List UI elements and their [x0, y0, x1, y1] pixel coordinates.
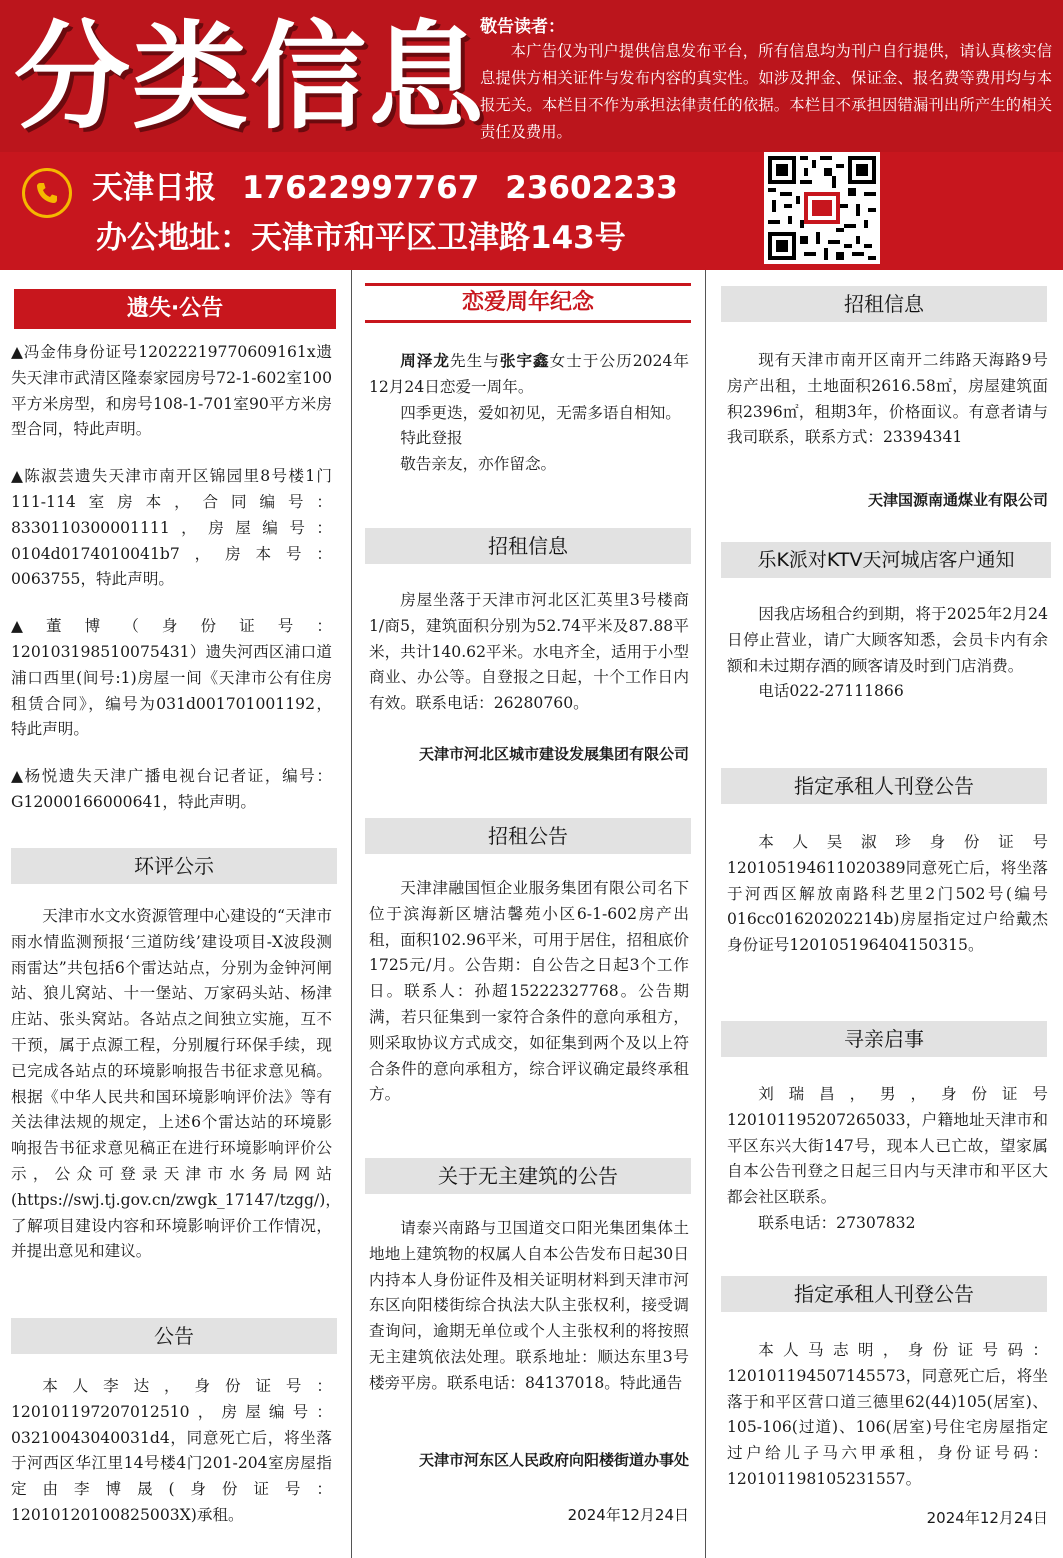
page-title: 分类信息 — [14, 10, 486, 145]
heading-notice: 公告 — [11, 1318, 337, 1354]
anniversary-line-1: 女士于公历2024年12月24日恋爱一周年。 — [369, 352, 689, 396]
heading-env-notice: 环评公示 — [11, 848, 337, 884]
publisher-name: 天津日报 — [92, 170, 216, 206]
heading-rent-notice: 招租公告 — [365, 818, 691, 854]
phone-number-1[interactable]: 17622997767 — [242, 170, 480, 206]
anniversary-line-3: 特此登报 — [400, 429, 463, 448]
heading-relatives-notice: 寻亲启事 — [721, 1021, 1047, 1057]
anniversary-line-4: 敬告亲友，亦作留念。 — [400, 455, 557, 474]
ownerless-building-paragraph: 请泰兴南路与卫国道交口阳光集团集体土地地上建筑物的权属人自本公告发布日起30日内持本人身份证件及相关证明材料到天津市河东区向阳楼街综合执法大队主张权利，接受调查询问，逾期无单位或个人主张权利的将按照无主建筑依法处理。联系地址：顺达东里3号楼旁平房。联系电话：84137018。特此通告 — [369, 1219, 689, 1392]
lost-item: ▲杨悦遗失天津广播电视台记者证，编号：G12000166000641，特此声明。 — [11, 767, 332, 811]
heading-lost-notice: 遗失·公告 — [14, 289, 336, 329]
notice-text — [11, 1374, 332, 1529]
rent-notice-paragraph: 天津津融国恒企业服务集团有限公司名下位于滨海新区塘沽馨苑小区6-1-602房产出租，面积102.96平米，可用于居住，招租底价1725元/月。公告期：自公告之日起3个工作日。联系人：孙超15222327768。公告期满，若只征集到一家符合条件的意向承租方，则采取协议方式成交，如征集到两个及以上符合条件的意向承租方，综合评议确定最终承租方。 — [369, 879, 689, 1104]
rent-info-right-paragraph: 现有天津市南开区南开二纬路天海路9号房产出租，土地面积2616.58㎡，房屋建筑面积2396㎡，租期3年，价格面议。有意者请与我司联系，联系方式：23394341 — [727, 351, 1048, 447]
office-address: 办公地址：天津市和平区卫津路143号 — [96, 220, 626, 256]
phone-icon — [22, 168, 72, 218]
ownerless-building-text — [369, 1216, 689, 1397]
woman-name: 张宇鑫 — [499, 351, 550, 370]
notice-title: 敬告读者： — [480, 17, 565, 37]
column-middle — [352, 270, 704, 1558]
ktv-notice-text — [727, 602, 1048, 705]
anniversary-connector: 先生与 — [450, 352, 500, 370]
ownerless-building-date: 2024年12月24日 — [567, 1506, 689, 1524]
notice-paragraph: 本人李达，身份证号：120101197207012510，房屋编号：03210043040031d4，同意死亡后，将坐落于河西区华江里14号楼4门201-204室房屋指定由李博晟(身份证号：12010120100825003X)承租。 — [11, 1377, 332, 1524]
column-right — [706, 270, 1063, 1558]
lost-notice-text — [11, 340, 332, 816]
heading-ownerless-building: 关于无主建筑的公告 — [365, 1158, 691, 1194]
notice-text: 本广告仅为刊户提供信息发布平台，所有信息均为刊户自行提供，请认真核实信息提供方相关证件与发布内容的真实性。如涉及押金、保证金、报名费等费用均与本报无关。本栏目不作为承担法律责任的依据。本栏目不承担因错漏刊出所产生的相关责任及费用。 — [480, 42, 1052, 141]
ktv-phone: 电话022-27111866 — [758, 682, 904, 701]
tenant-notice-1-text — [727, 830, 1048, 959]
lost-item: ▲冯金伟身份证号12022219770609161x遗失天津市武清区隆泰家园房号72-1-602室100平方米房型，和房号108-1-701室90平方米房型合同，特此声明。 — [11, 343, 332, 439]
tenant-notice-2-text — [727, 1338, 1048, 1493]
relatives-phone: 联系电话：27307832 — [758, 1213, 916, 1232]
lost-item: ▲陈淑芸遗失天津市南开区锦园里8号楼1门111-114室房本，合同编号：8330110300001111，房屋编号：0104d0174010041b7，房本号：0063755，特此声明。 — [11, 467, 332, 589]
heading-anniversary: 恋爱周年纪念 — [365, 283, 691, 323]
column-left — [0, 270, 350, 1558]
relatives-notice-paragraph: 刘瑞昌，男，身份证号120101195207265033，户籍地址天津市和平区东兴大街147号，现本人已亡故，望家属自本公告刊登之日起三日内与天津市和平区大都会社区联系。 — [727, 1085, 1048, 1207]
contact-line — [92, 166, 704, 210]
heading-rent-info-right: 招租信息 — [721, 286, 1047, 322]
heading-ktv-notice: 乐K派对KTV天河城店客户通知 — [721, 542, 1051, 578]
heading-rent-info: 招租信息 — [365, 528, 691, 564]
qr-code-icon[interactable] — [764, 152, 880, 264]
header-banner — [0, 0, 1063, 270]
heading-tenant-notice-2: 指定承租人刊登公告 — [721, 1276, 1047, 1312]
ktv-notice-paragraph: 因我店场租合约到期，将于2025年2月24日停止营业，请广大顾客知悉，会员卡内有余额和未过期存酒的顾客请及时到门店消费。 — [727, 605, 1048, 675]
rent-info-paragraph: 房屋坐落于天津市河北区汇英里3号楼商1/商5，建筑面积分别为52.74平米及87.88平米，共计140.62平米。水电齐全，适用于小型商业、办公等。自登报之日起，十个工作日内有效。联系电话：26280760。 — [369, 591, 689, 713]
tenant-notice-1-paragraph: 本人吴淑珍身份证号120105194611020389同意死亡后，将坐落于河西区解放南路科艺里2门502号(编号016cc01620202214b)房屋指定过户给戴杰身份证号120105196404150315。 — [727, 833, 1048, 955]
ownerless-building-signature: 天津市河东区人民政府向阳楼街道办事处 — [418, 1451, 689, 1469]
rent-info-right-text — [727, 348, 1048, 451]
phone-number-2[interactable]: 23602233 — [505, 170, 678, 206]
relatives-notice-text — [727, 1082, 1048, 1237]
env-notice-text — [11, 904, 341, 1265]
lost-item: ▲董博（身份证号：120103198510075431）遗失河西区浦口道浦口西里(间号:1)房屋一间《天津市公有住房租赁合同》，编号为031d001701001192，特此声明。 — [11, 617, 332, 739]
anniversary-line-2: 四季更迭，爱如初见，无需多语自相知。 — [400, 403, 681, 422]
anniversary-text — [369, 348, 689, 478]
rent-info-signature: 天津市河北区城市建设发展集团有限公司 — [418, 745, 689, 763]
man-name: 周泽龙 — [400, 351, 451, 370]
env-notice-paragraph: 天津市水文水资源管理中心建设的“天津市雨水情监测预报‘三道防线’建设项目-X波段测雨雷达”共包括6个雷达站点，分别为金钟河闸站、狼儿窝站、十一堡站、万家码头站、杨津庄站、张头窝站。各站点之间独立实施，互不干预，属于点源工程，分别履行环保手续，现已完成各站点的环境影响报告书征求意见稿。根据《中华人民共和国环境影响评价法》等有关法律法规的规定，上述6个雷达站的环境影响报告书征求意见稿正在进行环境影响评价公示，公众可登录天津市水务局网站(https://swj.tj.gov.cn/zwgk_17147/tzgg/)，了解项目建设内容和环境影响评价工作情况，并提出意见和建议。 — [11, 907, 341, 1261]
tenant-notice-2-date: 2024年12月24日 — [926, 1509, 1048, 1527]
rent-info-right-signature: 天津国源南通煤业有限公司 — [867, 491, 1048, 509]
rent-info-text — [369, 588, 689, 717]
tenant-notice-2-paragraph: 本人马志明，身份证号码：120101194507145573，同意死亡后，将坐落于和平区营口道三德里62(44)105(居室)、105-106(过道)、106(居室)号住宅房屋指定过户给儿子马六甲承租，身份证号码：120101198105231557。 — [727, 1341, 1048, 1488]
rent-notice-text — [369, 876, 689, 1108]
heading-tenant-notice-1: 指定承租人刊登公告 — [721, 768, 1047, 804]
